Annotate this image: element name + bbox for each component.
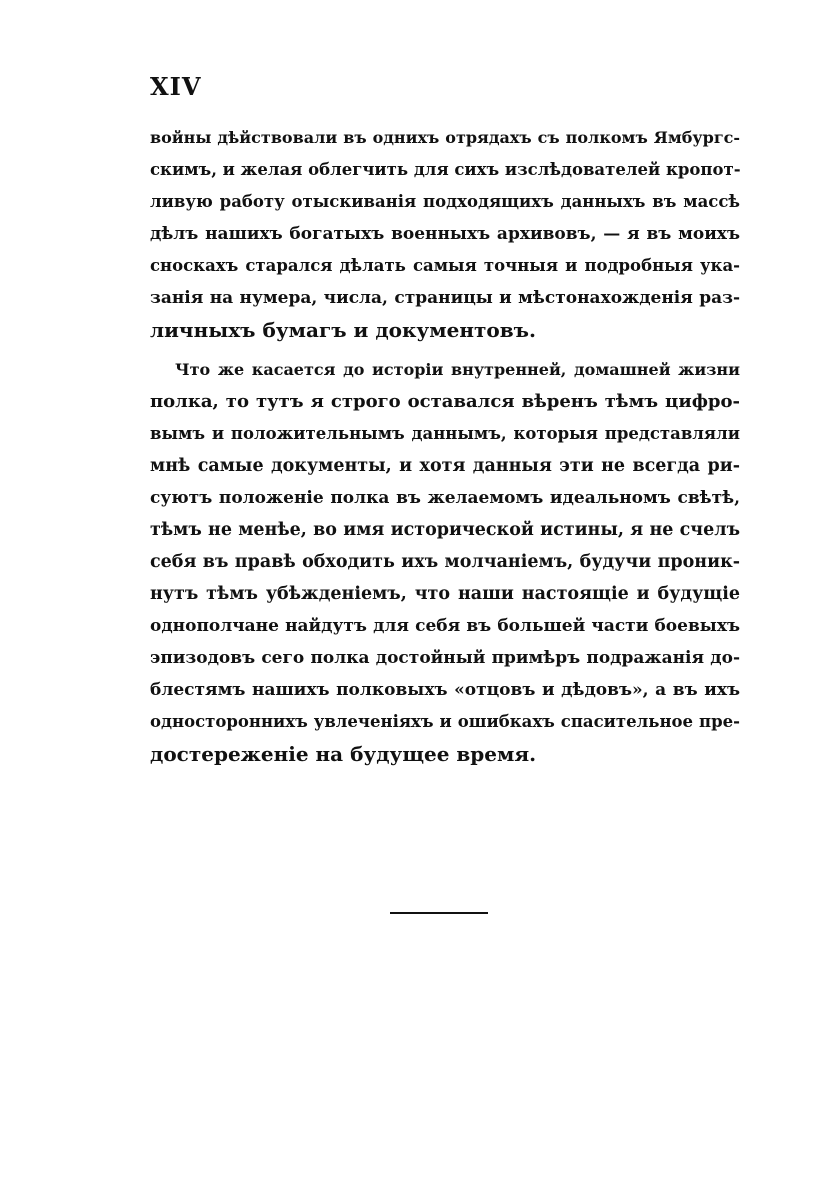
- paragraph-gap: [150, 346, 740, 354]
- text-line: мнѣ самые документы, и хотя данныя эти не всегда ри-: [150, 456, 740, 476]
- text-line: вымъ и положительнымъ даннымъ, которыя представляли: [150, 424, 740, 443]
- text-line: сноскахъ старался дѣлать самыя точныя и подробныя ука-: [150, 256, 740, 275]
- text-line: дѣлъ нашихъ богатыхъ военныхъ архивовъ, — я въ моихъ: [150, 224, 740, 244]
- text-line: тѣмъ не менѣе, во имя исторической истины, я не счелъ: [150, 520, 740, 540]
- text-line: эпизодовъ сего полка достойный примѣръ подражанія до-: [150, 648, 740, 668]
- text-line: полка, то тутъ я строго оставался вѣренъ тѣмъ цифро-: [150, 391, 740, 412]
- text-line: однополчане найдутъ для себя въ большей части боевыхъ: [150, 616, 740, 636]
- text-line: себя въ правѣ обходить ихъ молчаніемъ, будучи проник-: [150, 552, 740, 572]
- page-number: XIV: [150, 72, 202, 101]
- body-text: [150, 122, 740, 770]
- text-line: Что же касается до исторіи внутренней, домашней жизни: [175, 360, 740, 379]
- text-line: занія на нумера, числа, страницы и мѣстонахожденія раз-: [150, 288, 740, 308]
- text-line: личныхъ бумагъ и документовъ.: [150, 318, 536, 342]
- text-line: суютъ положеніе полка въ желаемомъ идеальномъ свѣтѣ,: [150, 488, 740, 508]
- text-line: войны дѣйствовали въ однихъ отрядахъ съ полкомъ Ямбургс-: [150, 128, 740, 147]
- text-line: ливую работу отыскиванія подходящихъ данныхъ въ массѣ: [150, 192, 740, 211]
- paragraph-1: [150, 122, 740, 346]
- closing-rule: [390, 912, 488, 914]
- text-line: нутъ тѣмъ убѣжденіемъ, что наши настоящіе и будущіе: [150, 584, 740, 604]
- text-line: одностороннихъ увлеченіяхъ и ошибкахъ спасительное пре-: [150, 712, 740, 731]
- text-line: скимъ, и желая облегчить для сихъ изслѣдователей кропот-: [150, 160, 741, 179]
- paragraph-2: [150, 354, 740, 770]
- text-line: блестямъ нашихъ полковыхъ «отцовъ и дѣдовъ», а въ ихъ: [150, 680, 740, 700]
- text-line: достереженіе на будущее время.: [150, 742, 537, 766]
